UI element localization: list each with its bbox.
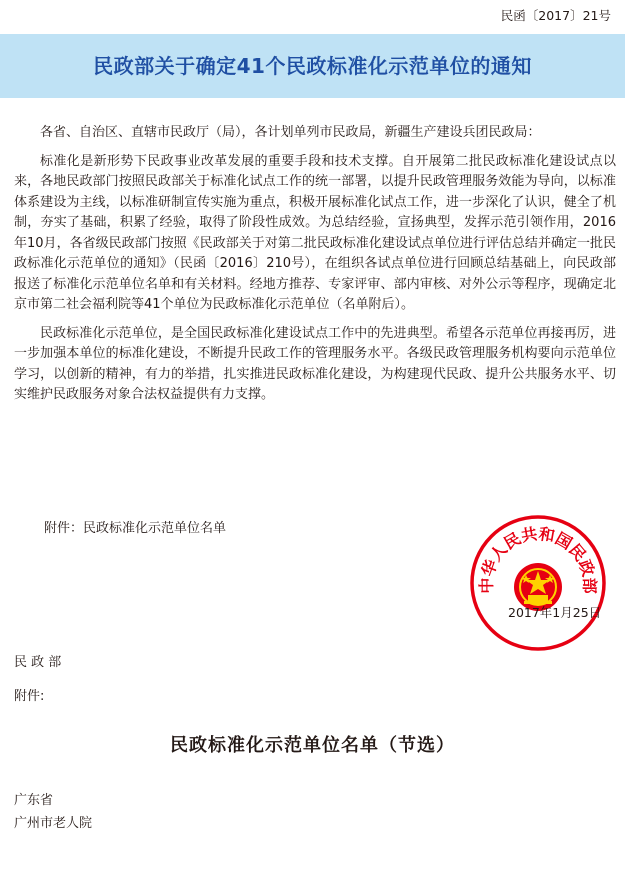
attachment-line: 附件：民政标准化示范单位名单 xyxy=(44,521,227,536)
salutation: 各省、自治区、直辖市民政厅（局），各计划单列市民政局，新疆生产建设兵团民政局： xyxy=(40,125,541,140)
list-unit: 广州市老人院 xyxy=(14,816,93,831)
document-body xyxy=(14,123,616,414)
issue-date: 2017年1月25日 xyxy=(508,605,602,620)
attachment-label: 附件: xyxy=(14,689,45,704)
list-province: 广东省 xyxy=(14,793,54,808)
document-number: 民函〔2017〕21号 xyxy=(500,8,611,23)
body-paragraph-1: 标准化是新形势下民政事业改革发展的重要手段和技术支撑。自开展第二批民政标准化建设试点以来，各地民政部门按照民政部关于标准化试点工作的统一部署，以提升民政管理服务效能为导向，以标准体系建设为主线，以标准研制宣传实施为重点，积极开展标准化试点工作，进一步深化了认识，健全了机制，夯实了基础，积累了经验，取得了阶段性成效。为总结经验，宣扬典型，发挥示范引领作用，2016年10月，各省级民政部门按照《民政部关于对第二批民政标准化建设试点单位进行评估总结并确定一批民政标准化示范单位的通知》（民函〔2016〕210号），在组织各试点单位进行回顾总结基础上，向民政部报送了标准化示范单位名单和有关材料。经地方推荐、专家评审、部内审核、对外公示等程序，现确定北京市第二社会福利院等41个单位为民政标准化示范单位（名单附后）。 xyxy=(14,153,616,312)
issuer: 民 政 部 xyxy=(14,655,62,670)
body-paragraph-2: 民政标准化示范单位，是全国民政标准化建设试点工作中的先进典型。希望各示范单位再接再厉，进一步加强本单位的标准化建设，不断提升民政工作的管理服务水平。各级民政管理服务机构要向示范单位学习，以创新的精神，有力的举措，扎实推进民政标准化建设，为构建现代民政、提升公共服务水平、切实维护民政服务对象合法权益提供有力支撑。 xyxy=(14,325,616,402)
seal-text: 中华人民共和国民政部 xyxy=(476,524,600,594)
title-banner xyxy=(0,34,625,98)
official-seal xyxy=(468,513,608,653)
document-title: 民政部关于确定41个民政标准化示范单位的通知 xyxy=(93,54,532,78)
list-title: 民政标准化示范单位名单（节选） xyxy=(170,735,455,756)
